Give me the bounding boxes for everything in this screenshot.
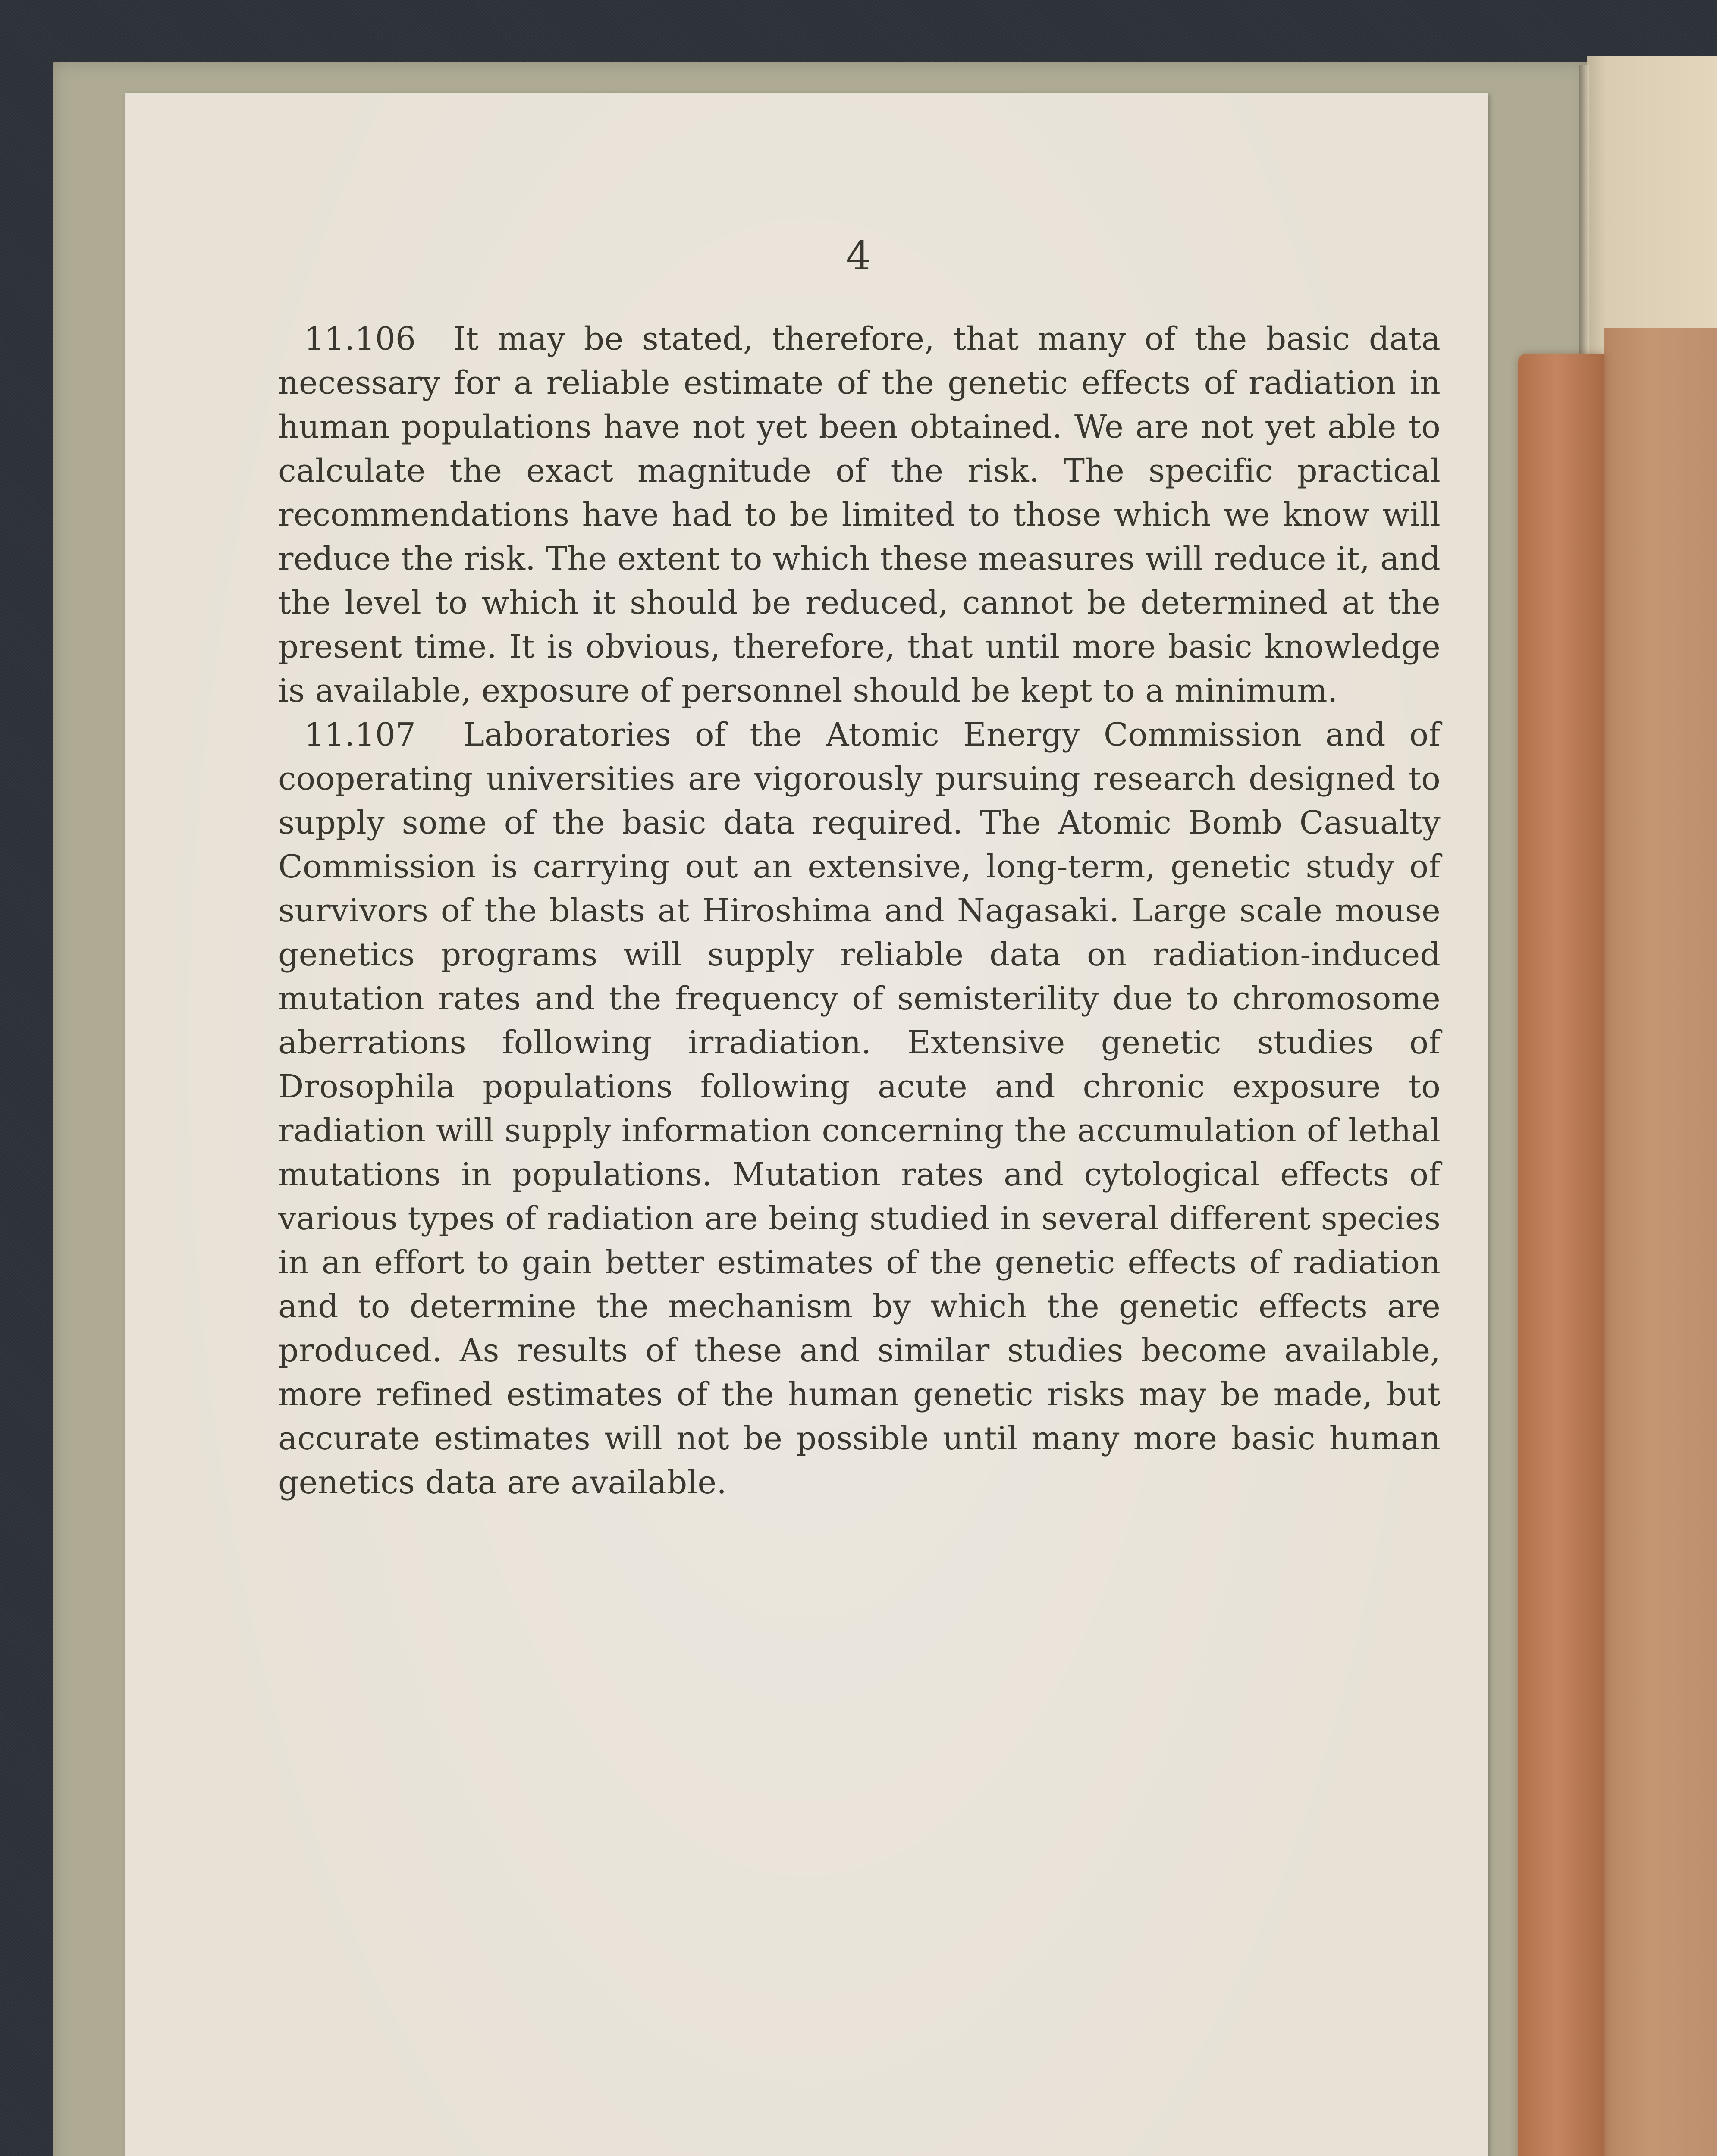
- page-number: 4: [846, 233, 871, 279]
- adjacent-page-stain: [1604, 328, 1717, 2156]
- paragraph-11-107: [278, 713, 1441, 1504]
- body-text: [278, 317, 1441, 1504]
- paragraph-text: It may be stated, therefore, that many of the basic data necessary for a reliable estimate of the genetic effects of radiation in human populations have not yet been obtained. We are not yet able to calculate the exact magnitude of the risk. The specific practical recommendations have had to be limited to those which we know will reduce the risk. The extent to which these measures will reduce it, and the level to which it should be reduced, cannot be determined at the present time. It is obvious, therefore, that until more basic knowledge is available, exposure of personnel should be kept to a minimum.: [278, 320, 1441, 709]
- paragraph-text: Laboratories of the Atomic Energy Commission and of cooperating universities are vigorously pursuing research designed to supply some of the basic data required. The Atomic Bomb Casualty Commission is carrying out an extensive, long-term, genetic study of survivors of the blasts at Hiroshima and Nagasaki. Large scale mouse genetics programs will supply reliable data on radiation-induced mutation rates and the frequency of semisterility due to chromosome aberrations following irradiation. Extensive genetic studies of Drosophila populations following acute and chronic exposure to radiation will supply information concerning the accumulation of lethal mutations in populations. Mutation rates and cytological effects of various types of radiation are being studied in several different species in an effort to gain better estimates of the genetic effects of radiation and to determine the mechanism by which the genetic effects are produced. As results of these and similar studies become available, more refined estimates of the human genetic risks may be made, but accurate estimates will not be possible until many more basic human genetics data are available.: [278, 716, 1441, 1501]
- paragraph-number: 11.106: [304, 320, 416, 357]
- paragraph-11-106: [278, 317, 1441, 713]
- paragraph-number: 11.107: [304, 716, 416, 753]
- page-edge-stain: [1518, 354, 1604, 2156]
